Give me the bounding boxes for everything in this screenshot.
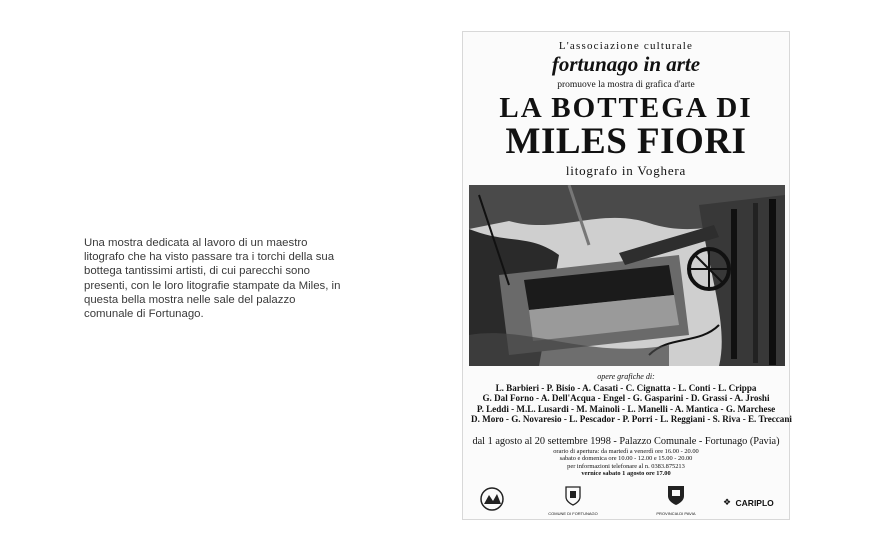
sponsor-name: CARIPLO xyxy=(735,497,774,508)
poster-dates: dal 1 agosto al 20 settembre 1998 - Palazzo Comunale - Fortunago (Pavia) xyxy=(472,436,780,447)
exhibition-poster[interactable] xyxy=(462,31,790,520)
hours-line: sabato e domenica ore 10.00 - 12.00 e 15.00 - 20.00 xyxy=(559,455,693,463)
poster-title-line2: MILES FIORI xyxy=(505,121,747,162)
provincia-logo xyxy=(651,484,701,516)
exhibition-description: Una mostra dedicata al lavoro di un maestro litografo che ha visto passare tra i torchi della sua bottega tantissimi artisti, di cui parecchi sono presenti, con le loro litografie stampate da Miles, in questa bella mostra nelle sale del palazzo comunale di Fortunago. xyxy=(84,237,341,321)
lithograph-press-artwork xyxy=(469,185,785,366)
comune-logo xyxy=(545,484,601,516)
comune-crest-icon xyxy=(564,484,582,506)
poster-artists-list xyxy=(471,383,792,424)
poster-subtitle: litografo in Voghera xyxy=(565,163,687,178)
artist-line: D. Moro - G. Novaresio - L. Pescador - P. Porri - L. Reggiani - S. Riva - E. Treccani xyxy=(471,413,792,424)
poster-logos xyxy=(463,484,789,516)
hours-line: orario di apertura: da martedì a venerdì ore 16.00 - 20.00 xyxy=(553,448,699,455)
poster-vernice: vernice sabato 1 agosto ore 17.00 xyxy=(581,470,671,478)
sponsor-logo xyxy=(723,494,783,512)
artist-line: L. Barbieri - P. Bisio - A. Casati - C. Cignatta - L. Conti - L. Crippa xyxy=(495,383,757,393)
artist-line: P. Leddi - M.L. Lusardi - M. Mainoli - L. Manelli - A. Mantica - G. Marchese xyxy=(476,403,776,414)
comune-caption: COMUNE DI FORTUNAGO xyxy=(548,511,598,516)
artist-line: G. Dal Forno - A. Dell'Acqua - Engel - G. Gasparini - D. Grassi - A. Jroshi xyxy=(482,393,770,404)
poster-promo: promuove la mostra di grafica d'arte xyxy=(557,80,695,90)
provincia-caption: PROVINCIA DI PAVIA xyxy=(656,511,696,516)
poster-association: L'associazione culturale xyxy=(558,40,694,52)
poster-hours xyxy=(463,448,789,478)
hours-line: per informazioni telefonare al n. 0383.875213 xyxy=(567,462,685,470)
association-logo xyxy=(477,486,507,517)
poster-organization: fortunago in arte xyxy=(551,52,701,76)
provincia-crest-icon xyxy=(666,484,686,506)
sponsor-mark-icon: ❖ xyxy=(723,497,732,508)
poster-title-line1: LA BOTTEGA DI xyxy=(499,92,753,124)
poster-opere-label: opere grafiche di: xyxy=(597,372,655,381)
association-logo-icon xyxy=(479,486,505,512)
